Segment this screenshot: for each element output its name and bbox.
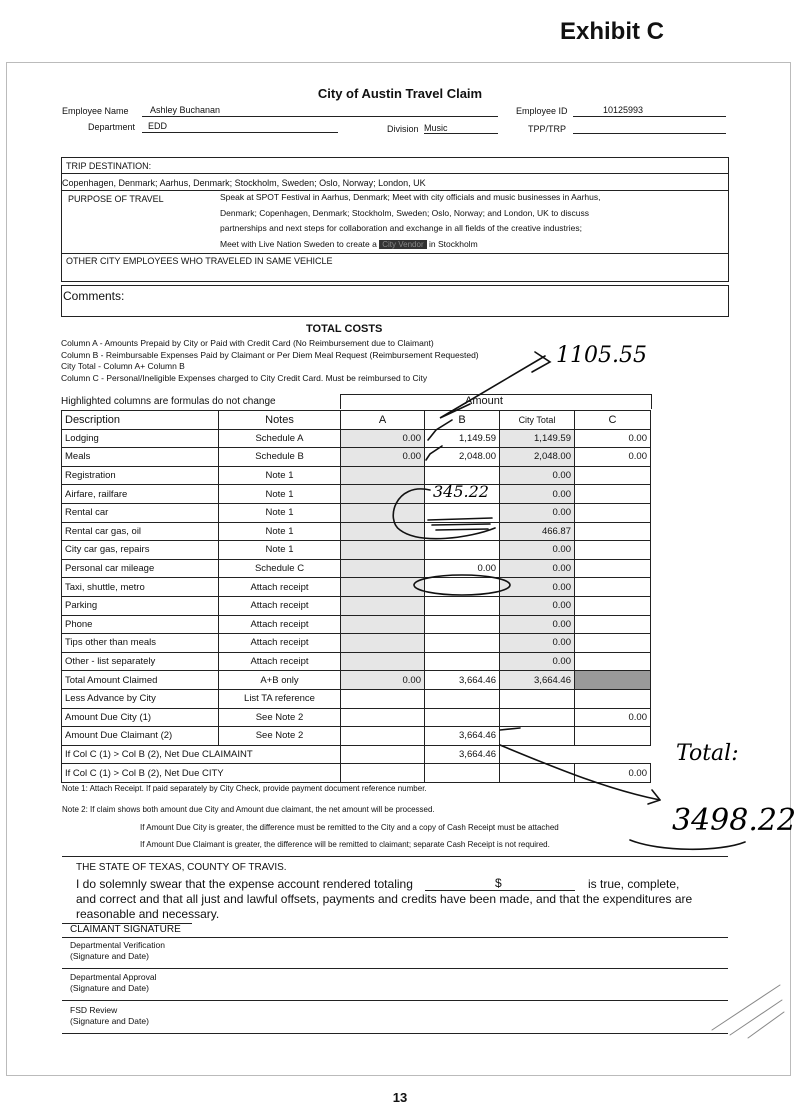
highlight-note: Highlighted columns are formulas do not change xyxy=(61,396,276,407)
row-note: Attach receipt xyxy=(219,615,341,634)
purpose-line: Speak at SPOT Festival in Aarhus, Denmark; Meet with city officials and music businesses in Aarhus, xyxy=(220,192,601,202)
hand-reimb-amount: 1105.55 xyxy=(556,343,647,368)
underline-mark xyxy=(630,840,745,849)
purpose-line: partnerships and next steps for collaboration and exchange in all fields of the creative industries; xyxy=(220,223,582,233)
department-value: EDD xyxy=(148,121,168,131)
row-note: See Note 2 xyxy=(219,708,341,727)
row-description: City car gas, repairs xyxy=(62,541,219,560)
row-col-b[interactable]: 2,048.00 xyxy=(425,448,500,467)
sig-fsd-review[interactable]: FSD Review (Signature and Date) xyxy=(70,1005,149,1026)
row-city-total: 0.00 xyxy=(500,503,575,522)
row-col-b[interactable]: 1,149.59 xyxy=(425,429,500,448)
oath-line-1: I do solemnly swear that the expense account rendered totaling xyxy=(76,877,413,891)
net-city-value: 0.00 xyxy=(575,764,651,783)
long-arrow xyxy=(500,745,660,800)
net-claimant-value: 3,664.46 xyxy=(425,745,500,764)
check-mark xyxy=(428,420,452,440)
row-city-total: 1,149.59 xyxy=(500,429,575,448)
row-city-total: 466.87 xyxy=(500,522,575,541)
row-note: Schedule C xyxy=(219,559,341,578)
scribble-lines xyxy=(428,518,492,530)
row-description: Total Amount Claimed xyxy=(62,671,219,690)
row-col-c[interactable]: 0.00 xyxy=(575,708,651,727)
hand-airfare-amount: 345.22 xyxy=(433,482,489,501)
row-description: Rental car gas, oil xyxy=(62,522,219,541)
row-note: Note 1 xyxy=(219,503,341,522)
row-col-a[interactable]: 0.00 xyxy=(341,429,425,448)
legend-line: Column C - Personal/Ineligible Expenses charged to City Credit Card. Must be reimbursed to City xyxy=(61,372,428,383)
row-note: Schedule A xyxy=(219,429,341,448)
row-note: Attach receipt xyxy=(219,634,341,653)
row-description: Amount Due Claimant (2) xyxy=(62,727,219,746)
row-note: Note 1 xyxy=(219,466,341,485)
employee-id-label: Employee ID xyxy=(516,106,568,116)
col-a: A xyxy=(341,411,425,430)
hand-total-label: Total: xyxy=(676,741,739,766)
oath-state: THE STATE OF TEXAS, COUNTY OF TRAVIS. xyxy=(76,862,287,873)
row-city-total: 0.00 xyxy=(500,615,575,634)
row-description: Amount Due City (1) xyxy=(62,708,219,727)
col-description: Description xyxy=(62,411,219,430)
note-2b: If Amount Due Claimant is greater, the difference will be remitted to claimant; separate Cash Receipt is not required. xyxy=(140,840,550,849)
row-note: Attach receipt xyxy=(219,652,341,671)
row-description: Tips other than meals xyxy=(62,634,219,653)
row-city-total: 0.00 xyxy=(500,541,575,560)
corner-fold xyxy=(712,985,784,1038)
row-description: Lodging xyxy=(62,429,219,448)
row-description: Rental car xyxy=(62,503,219,522)
note-2a: If Amount Due City is greater, the difference must be remitted to the City and a copy of Cash Receipt must be attached xyxy=(140,823,559,832)
row-col-a[interactable]: 0.00 xyxy=(341,671,425,690)
row-description: Meals xyxy=(62,448,219,467)
row-note: A+B only xyxy=(219,671,341,690)
row-city-total: 0.00 xyxy=(500,578,575,597)
sig-dept-verification[interactable]: Departmental Verification (Signature and Date) xyxy=(70,940,165,961)
exhibit-label: Exhibit C xyxy=(560,18,665,45)
row-col-c[interactable]: 0.00 xyxy=(575,448,651,467)
employee-name-label: Employee Name xyxy=(62,106,129,116)
row-col-b[interactable]: 3,664.46 xyxy=(425,671,500,690)
col-b: B xyxy=(425,411,500,430)
sig-dept-approval[interactable]: Departmental Approval (Signature and Date) xyxy=(70,972,157,993)
amount-label: Amount xyxy=(465,395,503,407)
row-note: See Note 2 xyxy=(219,727,341,746)
row-description: Phone xyxy=(62,615,219,634)
row-col-b[interactable]: 3,664.46 xyxy=(425,727,500,746)
row-note: Note 1 xyxy=(219,522,341,541)
trip-destination-value: Copenhagen, Denmark; Aarhus, Denmark; Stockholm, Sweden; Oslo, Norway; London, UK xyxy=(62,178,426,188)
page-number: 13 xyxy=(392,1090,408,1105)
row-city-total: 0.00 xyxy=(500,559,575,578)
hand-total-amount: 3498.22 xyxy=(672,803,797,838)
row-description: Other - list separately xyxy=(62,652,219,671)
employee-id-value: 10125993 xyxy=(603,105,644,115)
row-city-total: 0.00 xyxy=(500,652,575,671)
row-description: Parking xyxy=(62,596,219,615)
row-description: Airfare, railfare xyxy=(62,485,219,504)
tpp-label: TPP/TRP xyxy=(528,124,567,134)
row-description: Less Advance by City xyxy=(62,689,219,708)
note-1: Note 1: Attach Receipt. If paid separately by City Check, provide payment document reference number. xyxy=(62,784,427,793)
oath-line-3: reasonable and necessary. xyxy=(76,907,220,921)
row-city-total: 0.00 xyxy=(500,485,575,504)
row-note: Schedule B xyxy=(219,448,341,467)
form-title: City of Austin Travel Claim xyxy=(317,86,483,101)
row-col-a[interactable]: 0.00 xyxy=(341,448,425,467)
legend-line: Column A - Amounts Prepaid by City or Paid with Credit Card (No Reimbursement due to Claimant) xyxy=(61,338,434,348)
col-c: C xyxy=(575,411,651,430)
oath-line-1-end: is true, complete, xyxy=(588,877,680,891)
total-costs-heading: TOTAL COSTS xyxy=(306,323,383,335)
note-2: Note 2: If claim shows both amount due City and Amount due claimant, the net amount will be processed. xyxy=(62,805,435,814)
check-mark-2 xyxy=(426,446,442,460)
row-col-b[interactable]: 0.00 xyxy=(425,559,500,578)
legend-line: City Total - Column A+ Column B xyxy=(61,361,185,371)
row-city-total: 3,664.46 xyxy=(500,671,575,690)
claimant-signature-label: CLAIMANT SIGNATURE xyxy=(70,924,181,935)
row-city-total: 0.00 xyxy=(500,596,575,615)
department-label: Department xyxy=(88,122,136,132)
row-description: Registration xyxy=(62,466,219,485)
net-claimant-label: If Col C (1) > Col B (2), Net Due CLAIMAINT xyxy=(62,745,341,764)
redaction-box: City Vendor xyxy=(379,240,426,249)
row-description: Personal car mileage xyxy=(62,559,219,578)
row-note: List TA reference xyxy=(219,689,341,708)
row-description: Taxi, shuttle, metro xyxy=(62,578,219,597)
circle-mark xyxy=(414,575,510,595)
employee-name-value: Ashley Buchanan xyxy=(150,105,221,115)
row-note: Attach receipt xyxy=(219,578,341,597)
col-notes: Notes xyxy=(219,411,341,430)
comments-label: Comments: xyxy=(63,289,125,303)
net-city-label: If Col C (1) > Col B (2), Net Due CITY xyxy=(62,764,341,783)
row-col-c[interactable]: 0.00 xyxy=(575,429,651,448)
row-city-total: 0.00 xyxy=(500,634,575,653)
oath-line-2: and correct and that all just and lawful offsets, payments and credits have been made, and that the expenditures are xyxy=(76,892,693,906)
other-employees-label: OTHER CITY EMPLOYEES WHO TRAVELED IN SAME VEHICLE xyxy=(66,256,333,266)
row-note: Note 1 xyxy=(219,485,341,504)
row-city-total: 0.00 xyxy=(500,466,575,485)
row-note: Attach receipt xyxy=(219,596,341,615)
arrow-mark xyxy=(440,356,545,418)
division-value: Music xyxy=(424,123,448,133)
purpose-line: Denmark; Copenhagen, Denmark; Stockholm, Sweden; Oslo, Norway; and London, UK to discuss xyxy=(220,207,589,218)
col-city-total: City Total xyxy=(500,411,575,430)
legend-line: Column B - Reimbursable Expenses Paid by Claimant or Per Diem Meal Request (Reimbursement Requested) xyxy=(61,349,479,360)
dollar-sign: $ xyxy=(495,876,502,890)
trip-destination-label: TRIP DESTINATION: xyxy=(66,161,152,171)
division-label: Division xyxy=(387,124,419,134)
row-city-total: 2,048.00 xyxy=(500,448,575,467)
purpose-label: PURPOSE OF TRAVEL xyxy=(68,194,164,204)
purpose-line-last: Meet with Live Nation Sweden to create a City Vendor in Stockholm xyxy=(220,238,478,249)
row-note: Note 1 xyxy=(219,541,341,560)
